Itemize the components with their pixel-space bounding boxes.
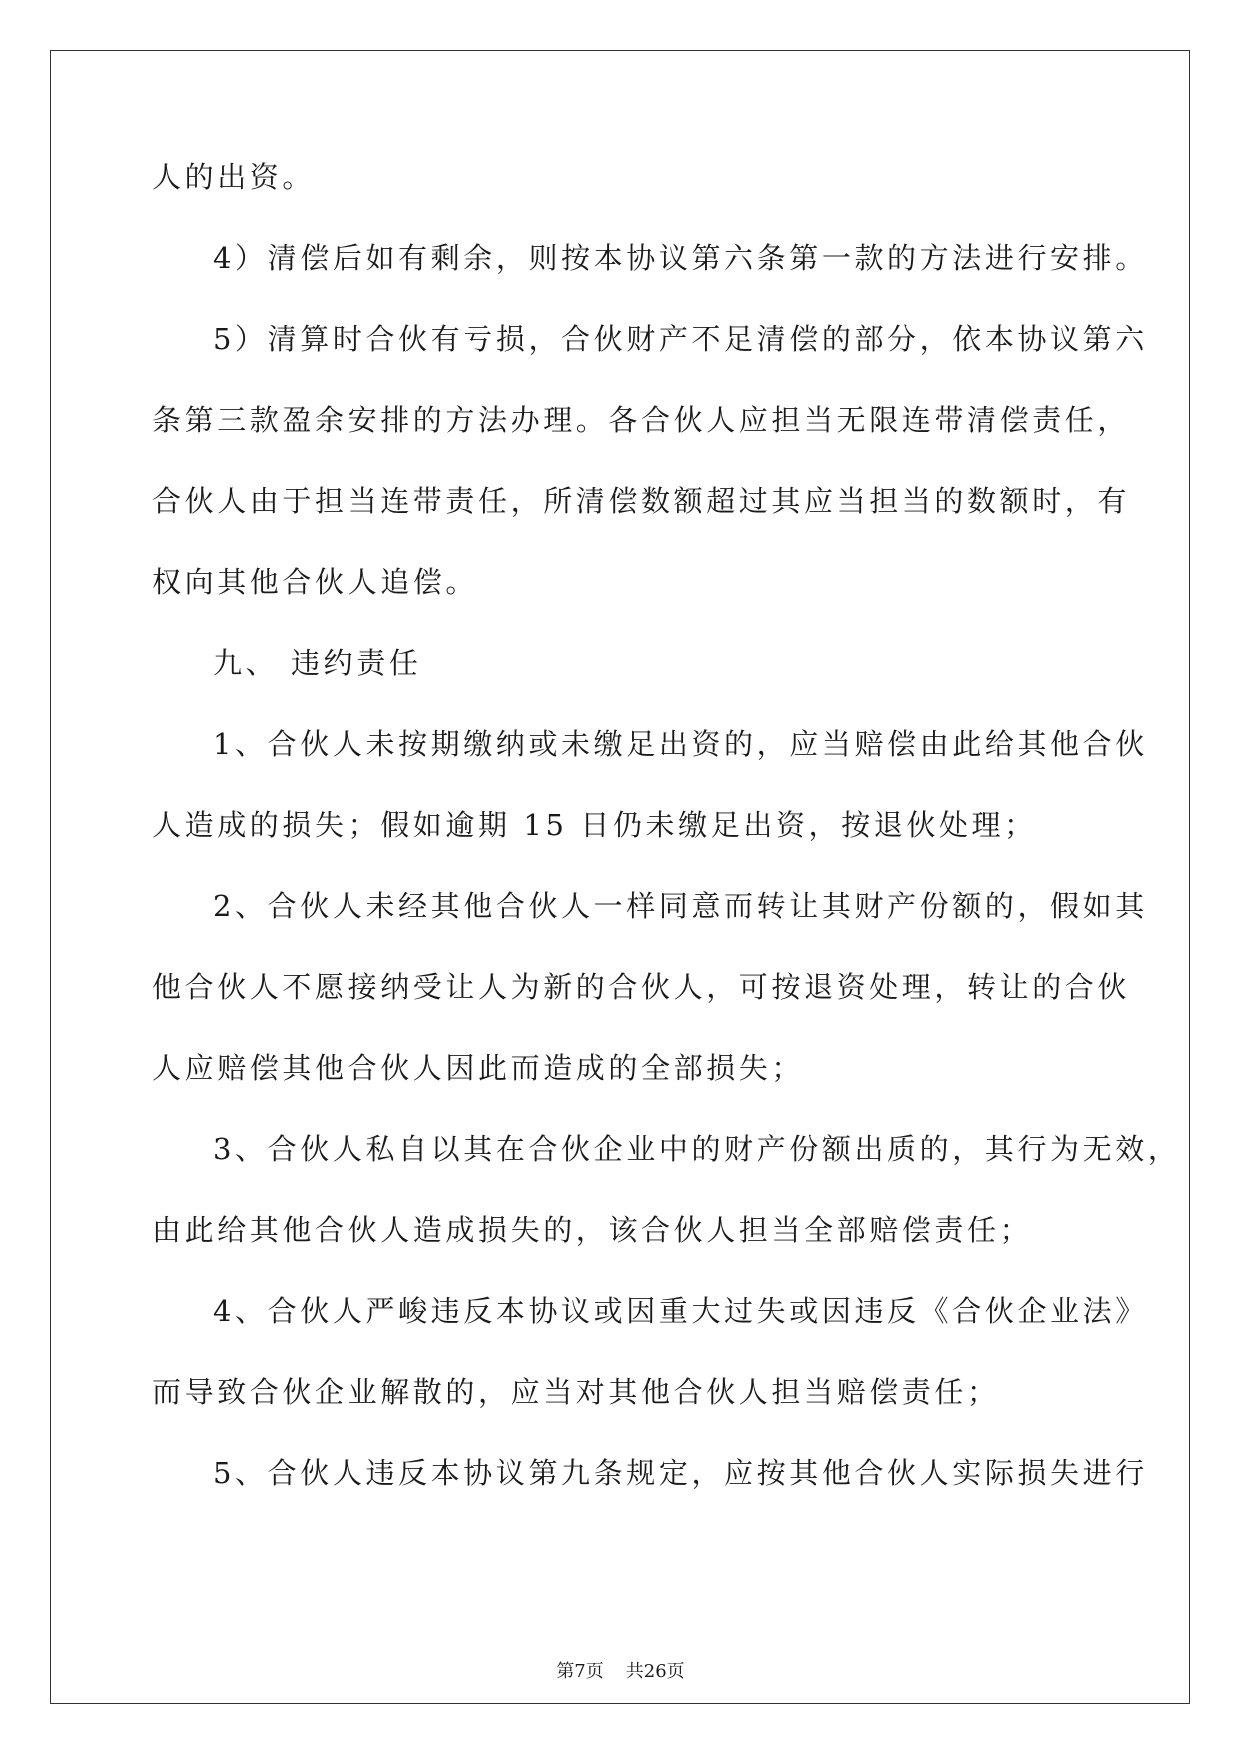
text-line: 人造成的损失；假如逾期 15 日仍未缴足出资，按退伙处理；: [152, 808, 1037, 842]
section-heading: 九、 违约责任: [213, 646, 422, 680]
text-line: 而导致合伙企业解散的，应当对其他合伙人担当赔偿责任；: [152, 1375, 1000, 1409]
text-line: 1、合伙人未按期缴纳或未缴足出资的，应当赔偿由此给其他合伙: [213, 727, 1148, 761]
text-line: 5、合伙人违反本协议第九条规定，应按其他合伙人实际损失进行: [213, 1456, 1148, 1490]
text-line: 2、合伙人未经其他合伙人一样同意而转让其财产份额的，假如其: [213, 889, 1148, 923]
text-line: 权向其他合伙人追偿。: [152, 565, 479, 599]
text-line: 5）清算时合伙有亏损，合伙财产不足清偿的部分，依本协议第六: [213, 322, 1148, 356]
text-line: 4）清偿后如有剩余，则按本协议第六条第一款的方法进行安排。: [213, 241, 1148, 275]
total-pages-label: 共26页: [625, 1661, 685, 1682]
current-page-label: 第7页: [556, 1661, 604, 1682]
text-line: 他合伙人不愿接纳受让人为新的合伙人，可按退资处理，转让的合伙: [152, 970, 1131, 1004]
text-line: 人应赔偿其他合伙人因此而造成的全部损失；: [152, 1051, 805, 1085]
text-line: 4、合伙人严峻违反本协议或因重大过失或因违反《合伙企业法》: [213, 1294, 1148, 1328]
text-line: 条第三款盈余安排的方法办理。各合伙人应担当无限连带清偿责任，: [152, 403, 1131, 437]
text-line: 3、合伙人私自以其在合伙企业中的财产份额出质的，其行为无效，: [213, 1132, 1181, 1166]
text-line: 由此给其他合伙人造成损失的，该合伙人担当全部赔偿责任；: [152, 1213, 1033, 1247]
text-line: 人的出资。: [152, 160, 316, 194]
page-footer: [0, 1660, 1241, 1684]
text-line: 合伙人由于担当连带责任，所清偿数额超过其应当担当的数额时，有: [152, 484, 1131, 518]
